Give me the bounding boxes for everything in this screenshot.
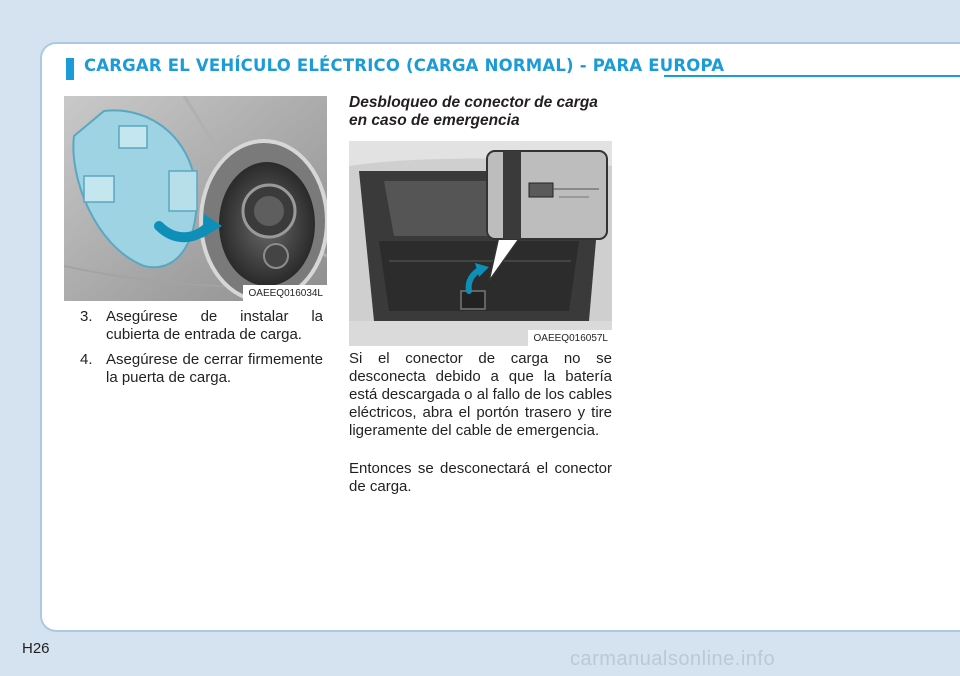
figure-code-left: OAEEQ016034L [243, 285, 328, 301]
step-number: 3. [80, 308, 93, 325]
page-number: H26 [22, 640, 50, 657]
figure-code-right: OAEEQ016057L [528, 330, 613, 346]
emergency-paragraph-1: Si el conector de carga no se desconecta debido a que la batería está descargada o al fallo de los cables eléctricos, abra el portón trasero y tire ligeramente del cable de emergencia. [349, 350, 612, 439]
charge-port-illustration [64, 96, 327, 301]
step-text: Asegúrese de instalar la cubierta de entrada de carga. [106, 308, 323, 343]
trunk-figure [349, 141, 612, 346]
steps-list [80, 308, 323, 394]
emergency-paragraph-2: Entonces se desconectará el conector de carga. [349, 460, 612, 495]
emergency-heading: Desbloqueo de conector de carga en caso de emergencia [349, 94, 598, 129]
title-rule [664, 75, 960, 77]
watermark: carmanualsonline.info [570, 648, 776, 670]
section-title: CARGAR EL VEHÍCULO ELÉCTRICO (CARGA NORMAL) - PARA EUROPA [84, 56, 725, 75]
list-item [80, 308, 323, 344]
step-text: Asegúrese de cerrar firmemente la puerta de carga. [106, 351, 323, 386]
charge-port-figure [64, 96, 327, 301]
section-title-marker [66, 58, 74, 80]
trunk-illustration [349, 141, 612, 346]
step-number: 4. [80, 351, 93, 368]
list-item [80, 351, 323, 387]
